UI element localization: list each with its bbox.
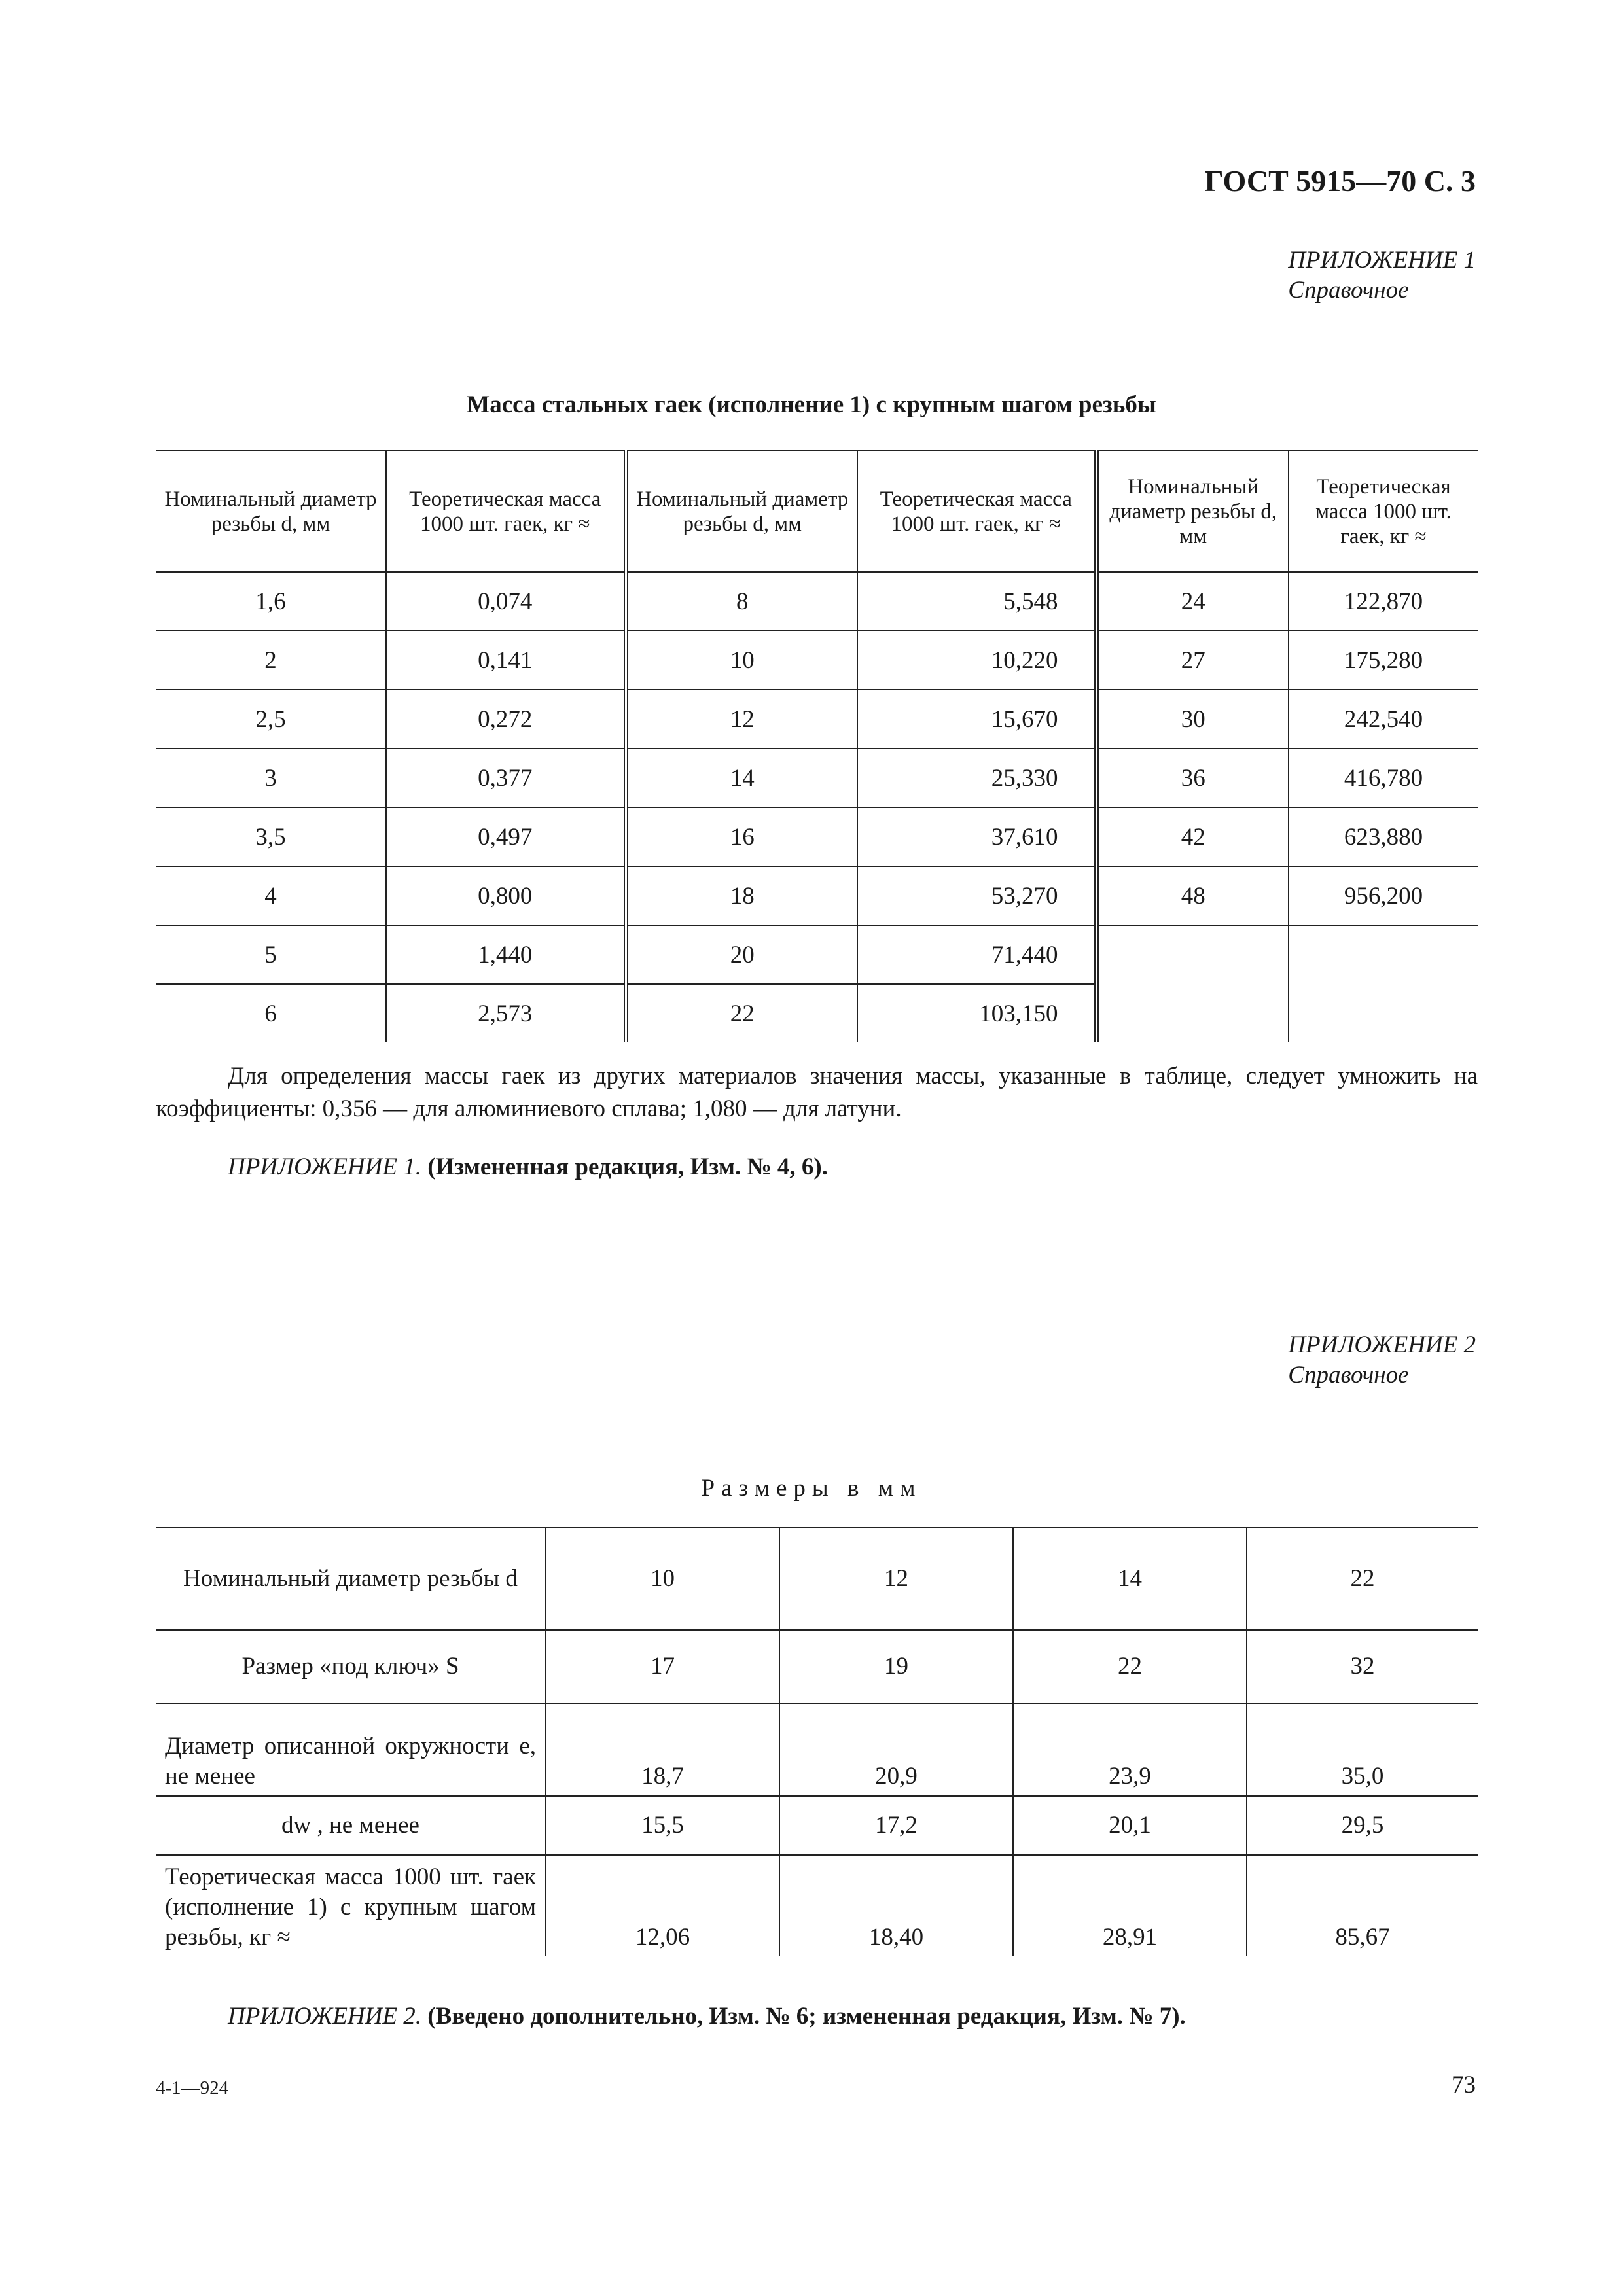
table-cell: 0,800 <box>386 866 626 925</box>
table-cell: 23,9 <box>1013 1704 1247 1796</box>
table-2-caption: Размеры в мм <box>701 1475 922 1502</box>
table-cell: 175,280 <box>1289 631 1478 690</box>
table-2-row-label <box>156 1630 546 1704</box>
table-cell: 17 <box>546 1630 779 1704</box>
table-cell: 18,7 <box>546 1704 779 1796</box>
table-row <box>156 984 1478 1042</box>
table-cell: 48 <box>1096 866 1289 925</box>
table-cell: 20,1 <box>1013 1796 1247 1855</box>
table-cell: 28,91 <box>1013 1855 1247 1956</box>
table-cell: 15,5 <box>546 1796 779 1855</box>
table-cell-empty <box>1096 925 1289 984</box>
table-2-row-label <box>156 1528 546 1630</box>
table-cell: 27 <box>1096 631 1289 690</box>
table-cell: 32 <box>1247 1630 1478 1704</box>
table-row <box>156 749 1478 807</box>
table-row <box>156 1796 1478 1855</box>
table-row <box>156 807 1478 866</box>
table-cell: 122,870 <box>1289 572 1478 631</box>
annex-1-note-label: ПРИЛОЖЕНИЕ 1. <box>228 1154 421 1180</box>
table-2-row-label-text: dw , не менее <box>281 1811 419 1839</box>
table-cell: 956,200 <box>1289 866 1478 925</box>
table-cell: 0,272 <box>386 690 626 749</box>
table-cell: 30 <box>1096 690 1289 749</box>
annex-2-note <box>228 2002 1186 2030</box>
page-number: 73 <box>1452 2072 1476 2098</box>
table-cell: 623,880 <box>1289 807 1478 866</box>
table-cell: 37,610 <box>857 807 1096 866</box>
annex-1-note <box>228 1153 828 1181</box>
table-cell: 15,670 <box>857 690 1096 749</box>
table-cell: 2,5 <box>156 690 386 749</box>
annex-2-type: Справочное <box>1288 1362 1409 1388</box>
table-cell: 12 <box>626 690 857 749</box>
table-cell: 24 <box>1096 572 1289 631</box>
table-row <box>156 1704 1478 1796</box>
table-cell: 0,497 <box>386 807 626 866</box>
table-2 <box>156 1527 1478 1956</box>
table-row <box>156 866 1478 925</box>
footer-print-code: 4-1—924 <box>156 2077 229 2098</box>
table-cell-empty <box>1289 925 1478 984</box>
table-row <box>156 925 1478 984</box>
table-1-title: Масса стальных гаек (исполнение 1) с крупным шагом резьбы <box>467 391 1156 418</box>
table-cell: 3 <box>156 749 386 807</box>
table-row <box>156 690 1478 749</box>
table-2-row-label: Теоретическая масса 1000 шт. гаек (исполнение 1) с крупным шагом резьбы, кг ≈ <box>165 1863 536 1951</box>
table-row <box>156 1855 1478 1956</box>
table-cell: 2,573 <box>386 984 626 1042</box>
table-1-header-cell: Теоретическая масса 1000 шт. гаек, кг ≈ <box>857 451 1096 573</box>
table-cell: 8 <box>626 572 857 631</box>
table-cell: 19 <box>779 1630 1013 1704</box>
table-cell: 16 <box>626 807 857 866</box>
materials-paragraph: Для определения массы гаек из других материалов значения массы, указанные в таблице, следует умножить на коэффициенты: 0,356 — для алюминиевого сплава; 1,080 — для латуни. <box>156 1063 1478 1122</box>
table-1-header-row <box>156 451 1478 573</box>
table-cell: 22 <box>1013 1630 1247 1704</box>
annex-2-label <box>1288 1330 1476 1390</box>
table-cell: 12,06 <box>546 1855 779 1956</box>
table-cell: 3,5 <box>156 807 386 866</box>
table-1 <box>156 450 1478 1042</box>
table-cell: 17,2 <box>779 1796 1013 1855</box>
table-cell: 6 <box>264 1000 277 1027</box>
annex-1-title: ПРИЛОЖЕНИЕ 1 <box>1288 247 1476 274</box>
table-row <box>156 1630 1478 1704</box>
document-code: ГОСТ 5915—70 С. 3 <box>1204 164 1476 198</box>
table-cell: 29,5 <box>1247 1796 1478 1855</box>
annex-1-type: Справочное <box>1288 277 1409 304</box>
table-cell: 42 <box>1096 807 1289 866</box>
table-cell-empty <box>1096 984 1289 1042</box>
table-cell: 10 <box>626 631 857 690</box>
table-cell: 18,40 <box>779 1855 1013 1956</box>
table-cell: 5 <box>156 925 386 984</box>
annex-1-label <box>1288 245 1476 306</box>
table-cell: 10,220 <box>857 631 1096 690</box>
table-cell: 22 <box>626 984 857 1042</box>
table-2-row-label: Диаметр описанной окружности e, не менее <box>156 1704 546 1796</box>
table-cell: 20,9 <box>779 1704 1013 1796</box>
table-cell: 0,377 <box>386 749 626 807</box>
table-cell: 0,141 <box>386 631 626 690</box>
table-cell: 416,780 <box>1289 749 1478 807</box>
table-cell: 53,270 <box>857 866 1096 925</box>
table-cell: 103,150 <box>857 984 1096 1042</box>
table-2-row-label-text: Номинальный диаметр резьбы d <box>183 1564 518 1592</box>
table-cell: 35,0 <box>1247 1704 1478 1796</box>
table-cell: 12 <box>779 1528 1013 1630</box>
annex-2-title: ПРИЛОЖЕНИЕ 2 <box>1288 1332 1476 1358</box>
table-cell: 85,67 <box>1247 1855 1478 1956</box>
table-cell: 14 <box>626 749 857 807</box>
table-row <box>156 572 1478 631</box>
table-2-row-label <box>156 1796 546 1855</box>
annex-2-note-text: (Введено дополнительно, Изм. № 6; измененная редакция, Изм. № 7). <box>427 2003 1186 2030</box>
table-row <box>156 631 1478 690</box>
table-cell: 14 <box>1013 1528 1247 1630</box>
table-cell: 18 <box>626 866 857 925</box>
table-cell: 71,440 <box>857 925 1096 984</box>
table-cell: 1,6 <box>156 572 386 631</box>
table-cell: 1,440 <box>386 925 626 984</box>
table-cell: 0,074 <box>386 572 626 631</box>
table-cell: 5,548 <box>857 572 1096 631</box>
table-cell: 20 <box>626 925 857 984</box>
annex-2-note-label: ПРИЛОЖЕНИЕ 2. <box>228 2003 421 2030</box>
table-1-header-cell: Теоретическая масса 1000 шт. гаек, кг ≈ <box>386 451 626 573</box>
table-cell: 25,330 <box>857 749 1096 807</box>
table-cell: 10 <box>546 1528 779 1630</box>
table-cell: 4 <box>156 866 386 925</box>
table-cell: 2 <box>156 631 386 690</box>
annex-1-note-text: (Измененная редакция, Изм. № 4, 6). <box>427 1154 828 1180</box>
table-1-header-cell: Теоретическая масса 1000 шт. гаек, кг ≈ <box>1289 451 1478 573</box>
table-cell: 36 <box>1096 749 1289 807</box>
table-1-header-cell: Номинальный диаметр резьбы d, мм <box>626 451 857 573</box>
table-cell: 22 <box>1247 1528 1478 1630</box>
table-2-row-label-text: Размер «под ключ» S <box>241 1653 459 1680</box>
table-cell-empty <box>1289 984 1478 1042</box>
table-1-header-cell: Номинальный диаметр резьбы d, мм <box>1096 451 1289 573</box>
table-row <box>156 1528 1478 1630</box>
table-1-header-cell: Номинальный диаметр резьбы d, мм <box>156 451 386 573</box>
table-cell: 242,540 <box>1289 690 1478 749</box>
